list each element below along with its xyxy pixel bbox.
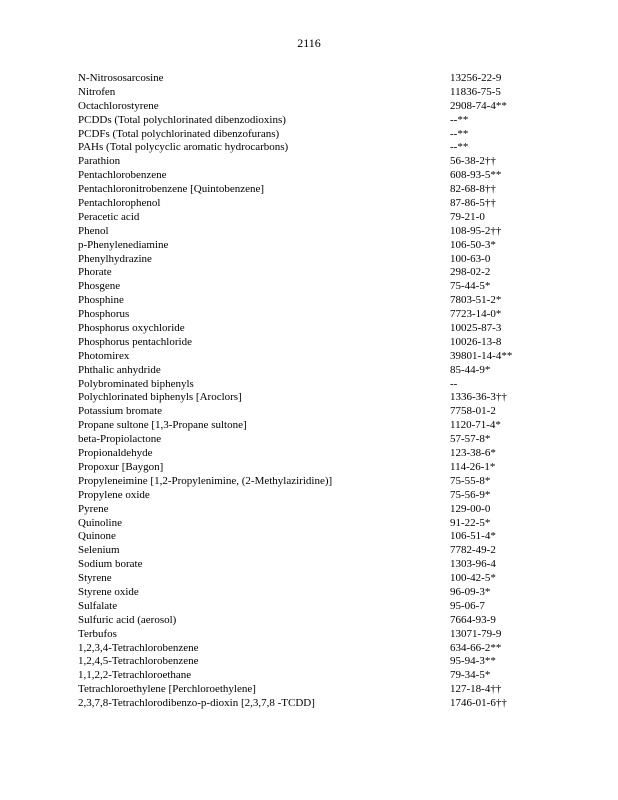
cas-number: 108-95-2†† (450, 224, 502, 237)
cas-number: 56-38-2†† (450, 155, 496, 168)
cas-number: 7664-93-9 (450, 613, 496, 626)
cas-number: 7803-51-2* (450, 294, 502, 307)
chemical-name: Polybrominated biphenyls (78, 377, 194, 390)
chemical-row (78, 642, 538, 656)
chemical-name: Propionaldehyde (78, 447, 153, 460)
chemical-name: Propane sultone [1,3-Propane sultone] (78, 419, 247, 432)
chemical-row (78, 558, 538, 572)
cas-number: 100-42-5* (450, 572, 496, 585)
chemical-row (78, 225, 538, 239)
cas-number: 39801-14-4** (450, 349, 513, 362)
chemical-row (78, 391, 538, 405)
page-number: 2116 (297, 36, 321, 50)
cas-number: 1120-71-4* (450, 419, 501, 432)
chemical-name: 1,1,2,2-Tetrachloroethane (78, 669, 192, 682)
cas-number: 75-56-9* (450, 488, 491, 501)
cas-number: --** (450, 113, 469, 126)
cas-number: 106-50-3* (450, 238, 496, 251)
cas-number: 79-21-0 (450, 210, 485, 223)
chemical-row (78, 86, 538, 100)
chemical-row (78, 155, 538, 169)
chemical-row (78, 336, 538, 350)
chemical-row (78, 183, 538, 197)
chemical-name: Quinoline (78, 516, 122, 529)
chemical-name: Potassium bromate (78, 405, 163, 418)
cas-number: 85-44-9* (450, 363, 491, 376)
chemical-row (78, 197, 538, 211)
chemical-row (78, 517, 538, 531)
chemical-row (78, 169, 538, 183)
cas-number: -- (450, 377, 458, 390)
chemical-name: Phosphorus (78, 308, 130, 321)
chemical-row (78, 447, 538, 461)
chemical-row (78, 128, 538, 142)
chemical-row (78, 489, 538, 503)
chemical-name: Pyrene (78, 502, 109, 515)
cas-number: 91-22-5* (450, 516, 491, 529)
chemical-name: Phosphorus pentachloride (78, 335, 192, 348)
chemical-row (78, 239, 538, 253)
chemical-row (78, 405, 538, 419)
chemical-list (78, 72, 538, 711)
chemical-name: Pentachlorophenol (78, 197, 161, 210)
chemical-row (78, 586, 538, 600)
chemical-name: 2,3,7,8-Tetrachlorodibenzo-p-dioxin [2,3,7,8 -TCDD] (78, 697, 315, 710)
chemical-name: PAHs (Total polycyclic aromatic hydrocarbons) (78, 141, 289, 154)
chemical-name: Phosphine (78, 294, 124, 307)
chemical-name: Sulfuric acid (aerosol) (78, 613, 177, 626)
chemical-name: Pentachlorobenzene (78, 169, 167, 182)
chemical-row (78, 614, 538, 628)
cas-number: 7782-49-2 (450, 544, 496, 557)
chemical-row (78, 503, 538, 517)
chemical-name: Peracetic acid (78, 210, 140, 223)
chemical-name: Octachlorostyrene (78, 99, 159, 112)
chemical-row (78, 211, 538, 225)
chemical-row (78, 683, 538, 697)
chemical-row (78, 72, 538, 86)
chemical-name: Styrene (78, 572, 112, 585)
chemical-name: Selenium (78, 544, 120, 557)
cas-number: 79-34-5* (450, 669, 491, 682)
chemical-name: 1,2,4,5-Tetrachlorobenzene (78, 655, 199, 668)
cas-number: --** (450, 127, 469, 140)
chemical-name: Propyleneimine [1,2-Propylenimine, (2-Methylaziridine)] (78, 474, 333, 487)
cas-number: 13256-22-9 (450, 72, 502, 84)
chemical-row (78, 308, 538, 322)
chemical-name: Photomirex (78, 349, 130, 362)
chemical-name: Tetrachloroethylene [Perchloroethylene] (78, 683, 256, 696)
chemical-row (78, 475, 538, 489)
cas-number: 129-00-0 (450, 502, 491, 515)
chemical-name: Terbufos (78, 627, 117, 640)
chemical-name: Phorate (78, 266, 112, 279)
cas-number: 87-86-5†† (450, 197, 496, 210)
chemical-row (78, 572, 538, 586)
chemical-name: Styrene oxide (78, 585, 139, 598)
chemical-row (78, 419, 538, 433)
cas-number: 75-55-8* (450, 474, 491, 487)
chemical-row (78, 628, 538, 642)
cas-number: 1746-01-6†† (450, 697, 507, 710)
chemical-name: Sodium borate (78, 558, 143, 571)
cas-number: 82-68-8†† (450, 183, 496, 196)
chemical-name: Phosphorus oxychloride (78, 322, 185, 335)
chemical-name: Nitrofen (78, 85, 116, 98)
chemical-row (78, 378, 538, 392)
chemical-row (78, 544, 538, 558)
chemical-name: N-Nitrososarcosine (78, 72, 164, 84)
cas-number: 7723-14-0* (450, 308, 502, 321)
cas-number: 123-38-6* (450, 447, 496, 460)
chemical-name: PCDFs (Total polychlorinated dibenzofurans) (78, 127, 280, 140)
chemical-name: Phenol (78, 224, 109, 237)
chemical-row (78, 669, 538, 683)
chemical-name: 1,2,3,4-Tetrachlorobenzene (78, 641, 199, 654)
chemical-name: Sulfalate (78, 599, 118, 612)
chemical-name: Phosgene (78, 280, 121, 293)
chemical-row (78, 697, 538, 711)
chemical-row (78, 322, 538, 336)
chemical-row (78, 114, 538, 128)
chemical-row (78, 280, 538, 294)
chemical-row (78, 364, 538, 378)
cas-number: 95-94-3** (450, 655, 496, 668)
chemical-name: beta-Propiolactone (78, 433, 162, 446)
cas-number: 13071-79-9 (450, 627, 502, 640)
cas-number: 57-57-8* (450, 433, 491, 446)
cas-number: 7758-01-2 (450, 405, 496, 418)
cas-number: 10026-13-8 (450, 335, 502, 348)
cas-number: 75-44-5* (450, 280, 491, 293)
cas-number: 11836-75-5 (450, 85, 501, 98)
chemical-row (78, 655, 538, 669)
cas-number: 106-51-4* (450, 530, 496, 543)
chemical-name: Propoxur [Baygon] (78, 460, 164, 473)
chemical-name: p-Phenylenediamine (78, 238, 169, 251)
cas-number: 608-93-5** (450, 169, 502, 182)
cas-number: --** (450, 141, 469, 154)
chemical-row (78, 266, 538, 280)
chemical-name: Parathion (78, 155, 121, 168)
chemical-name: Phthalic anhydride (78, 363, 161, 376)
chemical-row (78, 350, 538, 364)
cas-number: 114-26-1* (450, 460, 496, 473)
chemical-row (78, 433, 538, 447)
chemical-row (78, 294, 538, 308)
cas-number: 127-18-4†† (450, 683, 502, 696)
chemical-row (78, 461, 538, 475)
cas-number: 95-06-7 (450, 599, 485, 612)
cas-number: 1303-96-4 (450, 558, 496, 571)
cas-number: 298-02-2 (450, 266, 491, 279)
chemical-row (78, 141, 538, 155)
chemical-name: Quinone (78, 530, 116, 543)
cas-number: 1336-36-3†† (450, 391, 507, 404)
cas-number: 100-63-0 (450, 252, 491, 265)
chemical-name: Pentachloronitrobenzene [Quintobenzene] (78, 183, 265, 196)
cas-number: 10025-87-3 (450, 322, 502, 335)
chemical-name: Phenylhydrazine (78, 252, 152, 265)
chemical-name: Propylene oxide (78, 488, 150, 501)
chemical-name: PCDDs (Total polychlorinated dibenzodioxins) (78, 113, 286, 126)
chemical-row (78, 100, 538, 114)
cas-number: 96-09-3* (450, 585, 491, 598)
chemical-row (78, 530, 538, 544)
chemical-row (78, 600, 538, 614)
cas-number: 2908-74-4** (450, 99, 507, 112)
chemical-row (78, 253, 538, 267)
chemical-name: Polychlorinated biphenyls [Aroclors] (78, 391, 242, 404)
cas-number: 634-66-2** (450, 641, 502, 654)
